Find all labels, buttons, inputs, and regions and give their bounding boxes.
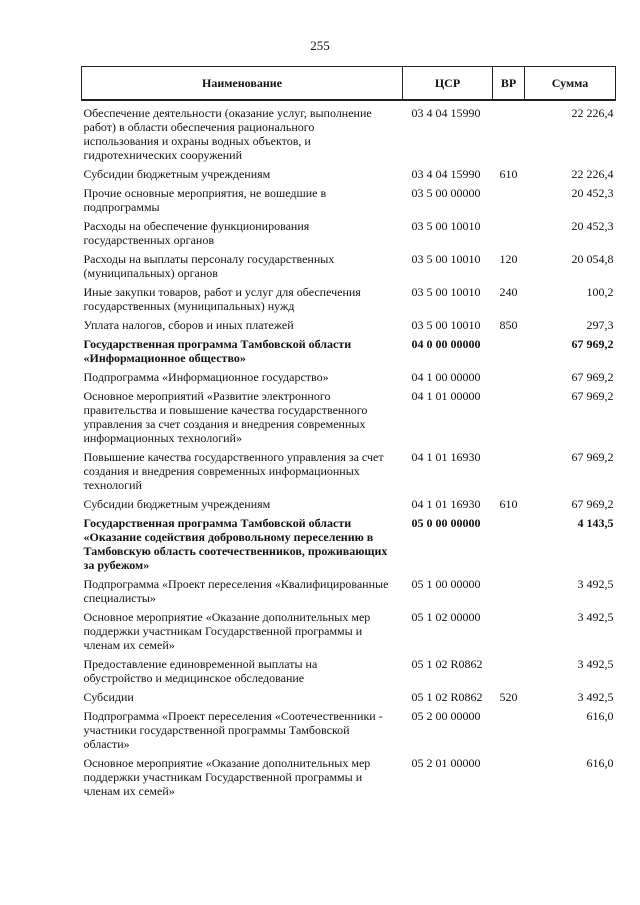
row-csr-cell: 04 1 01 00000 xyxy=(411,389,481,403)
row-sum-cell: 3 492,5 xyxy=(577,577,614,591)
row-vr-cell xyxy=(493,448,525,495)
row-vr-cell xyxy=(493,184,525,217)
row-vr-cell xyxy=(493,368,525,387)
row-name-cell: Субсидии xyxy=(83,690,134,704)
row-sum-cell: 67 969,2 xyxy=(571,497,614,511)
row-name-cell: Основное мероприятие «Оказание дополнительных мер поддержки участникам Государственной программы и членам их семей» xyxy=(83,756,371,798)
row-name-cell: Субсидии бюджетным учреждениям xyxy=(83,497,271,511)
table-row xyxy=(82,514,616,575)
row-csr-cell: 03 5 00 10010 xyxy=(411,285,481,299)
page-number: 255 xyxy=(310,38,330,53)
row-csr-cell: 05 1 02 R0862 xyxy=(411,690,483,704)
row-name-cell: Государственная программа Тамбовской области «Оказание содействия добровольному переселению в Тамбовскую область соотечественников, проживающих за рубежом» xyxy=(83,516,388,572)
row-csr-cell: 03 5 00 10010 xyxy=(411,252,481,266)
row-vr-cell xyxy=(493,387,525,448)
row-name-cell: Прочие основные мероприятия, не вошедшие в подпрограммы xyxy=(83,186,327,214)
header-csr: ЦСР xyxy=(403,67,493,101)
row-csr-cell: 04 1 00 00000 xyxy=(411,370,481,384)
table-row xyxy=(82,217,616,250)
row-name-cell: Обеспечение деятельности (оказание услуг, выполнение работ) в области обеспечения рационального использования и охраны водных объектов, и гидротехнических сооружений xyxy=(83,106,372,162)
table-row xyxy=(82,100,616,165)
table-row xyxy=(82,754,616,801)
row-name-cell: Субсидии бюджетным учреждениям xyxy=(83,167,271,181)
row-name-cell: Предоставление единовременной выплаты на обустройство и медицинское обследование xyxy=(83,657,318,685)
row-name-cell: Иные закупки товаров, работ и услуг для обеспечения государственных (муниципальных) нужд xyxy=(83,285,361,313)
row-csr-cell: 05 1 02 R0862 xyxy=(411,657,483,671)
table-row xyxy=(82,165,616,184)
header-vr: ВР xyxy=(493,67,525,101)
row-sum-cell: 616,0 xyxy=(586,709,614,723)
row-vr-cell xyxy=(493,100,525,165)
row-sum-cell: 3 492,5 xyxy=(577,657,614,671)
table-row xyxy=(82,655,616,688)
row-sum-cell: 20 054,8 xyxy=(571,252,614,266)
row-name-cell: Повышение качества государственного управления за счет создания и внедрения современных информационных технологий xyxy=(83,450,384,492)
header-sum: Сумма xyxy=(525,67,616,101)
row-vr-cell: 610 xyxy=(499,497,518,511)
row-name-cell: Подпрограмма «Проект переселения «Соотечественники - участники государственной программы Тамбовской области» xyxy=(83,709,383,751)
row-sum-cell: 67 969,2 xyxy=(571,370,614,384)
header-name: Наименование xyxy=(82,67,403,101)
row-vr-cell xyxy=(493,655,525,688)
table-row xyxy=(82,575,616,608)
row-sum-cell: 20 452,3 xyxy=(571,186,614,200)
row-sum-cell: 67 969,2 xyxy=(571,450,614,464)
row-sum-cell: 4 143,5 xyxy=(577,516,614,530)
table-row xyxy=(82,184,616,217)
row-sum-cell: 22 226,4 xyxy=(571,167,614,181)
row-csr-cell: 05 2 01 00000 xyxy=(411,756,481,770)
row-vr-cell: 120 xyxy=(499,252,518,266)
table-row xyxy=(82,707,616,754)
table-header xyxy=(82,67,616,101)
table-body xyxy=(82,100,616,801)
row-csr-cell: 05 2 00 00000 xyxy=(411,709,481,723)
row-name-cell: Подпрограмма «Информационное государство» xyxy=(83,370,329,384)
table-row xyxy=(82,250,616,283)
row-name-cell: Основное мероприятий «Развитие электронного правительства и повышение качества государственного управления за счет создания и внедрения современных информационных технологий» xyxy=(83,389,368,445)
row-csr-cell: 03 5 00 10010 xyxy=(411,219,481,233)
row-sum-cell: 20 452,3 xyxy=(571,219,614,233)
row-vr-cell xyxy=(493,608,525,655)
row-sum-cell: 297,3 xyxy=(586,318,614,332)
row-name-cell: Расходы на обеспечение функционирования государственных органов xyxy=(83,219,310,247)
row-vr-cell: 850 xyxy=(499,318,518,332)
row-csr-cell: 05 0 00 00000 xyxy=(411,516,481,530)
row-csr-cell: 03 5 00 10010 xyxy=(411,318,481,332)
row-name-cell: Подпрограмма «Проект переселения «Квалифицированные специалисты» xyxy=(83,577,389,605)
table-row xyxy=(82,316,616,335)
row-sum-cell: 67 969,2 xyxy=(571,389,614,403)
row-vr-cell xyxy=(493,707,525,754)
row-vr-cell xyxy=(493,217,525,250)
row-vr-cell xyxy=(493,335,525,368)
row-sum-cell: 616,0 xyxy=(586,756,614,770)
row-csr-cell: 03 4 04 15990 xyxy=(411,106,481,120)
row-vr-cell: 520 xyxy=(499,690,518,704)
row-csr-cell: 05 1 00 00000 xyxy=(411,577,481,591)
row-sum-cell: 3 492,5 xyxy=(577,690,614,704)
table-row xyxy=(82,495,616,514)
row-csr-cell: 03 4 04 15990 xyxy=(411,167,481,181)
row-name-cell: Расходы на выплаты персоналу государственных (муниципальных) органов xyxy=(83,252,335,280)
row-vr-cell: 610 xyxy=(499,167,518,181)
row-name-cell: Уплата налогов, сборов и иных платежей xyxy=(83,318,294,332)
row-csr-cell: 03 5 00 00000 xyxy=(411,186,481,200)
row-vr-cell xyxy=(493,754,525,801)
row-vr-cell xyxy=(493,575,525,608)
table-row xyxy=(82,283,616,316)
row-csr-cell: 04 0 00 00000 xyxy=(411,337,481,351)
row-csr-cell: 04 1 01 16930 xyxy=(411,450,481,464)
row-sum-cell: 100,2 xyxy=(586,285,614,299)
row-vr-cell: 240 xyxy=(499,285,518,299)
table-row xyxy=(82,335,616,368)
row-name-cell: Основное мероприятие «Оказание дополнительных мер поддержки участникам Государственной программы и членам их семей» xyxy=(83,610,371,652)
row-sum-cell: 67 969,2 xyxy=(571,337,614,351)
table-row xyxy=(82,368,616,387)
budget-table xyxy=(81,66,616,801)
table-row xyxy=(82,688,616,707)
row-csr-cell: 04 1 01 16930 xyxy=(411,497,481,511)
row-name-cell: Государственная программа Тамбовской области «Информационное общество» xyxy=(83,337,352,365)
row-sum-cell: 3 492,5 xyxy=(577,610,614,624)
table-row xyxy=(82,608,616,655)
row-vr-cell xyxy=(493,514,525,575)
table-row xyxy=(82,387,616,448)
header-row xyxy=(82,67,616,101)
table-row xyxy=(82,448,616,495)
row-sum-cell: 22 226,4 xyxy=(571,106,614,120)
row-csr-cell: 05 1 02 00000 xyxy=(411,610,481,624)
